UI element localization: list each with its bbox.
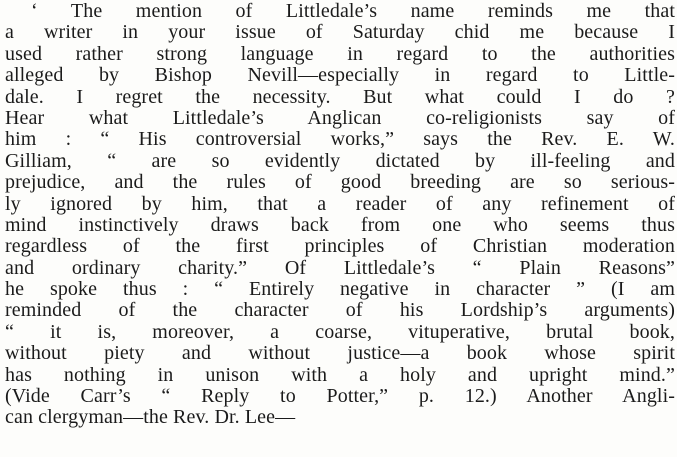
article-line-17: without piety and without justice—a book whose spirit <box>5 342 675 365</box>
article-column <box>5 1 675 429</box>
article-line-20: can clergyman—the Rev. Dr. Lee— <box>5 406 296 429</box>
article-line-14: he spoke thus : “ Entirely negative in character ” (I am <box>5 278 675 301</box>
article-line-11: mind instinctively draws back from one who seems thus <box>5 213 675 236</box>
article-line-18: has nothing in unison with a holy and upright mind.” <box>5 363 675 386</box>
article-line-13: and ordinary charity.” Of Littledale’s “ Plain Reasons” <box>5 256 675 279</box>
article-line-9: prejudice, and the rules of good breeding are so serious- <box>5 171 675 194</box>
article-line-10: ly ignored by him, that a reader of any refinement of <box>5 192 675 215</box>
article-line-5: dale. I regret the necessity. But what could I do ? <box>5 85 675 108</box>
article-line-12: regardless of the first principles of Christian moderation <box>5 235 675 258</box>
article-line-15: reminded of the character of his Lordship’s arguments) <box>5 299 675 322</box>
article-line-8: Gilliam, “ are so evidently dictated by ill-feeling and <box>5 149 675 172</box>
article-line-16: “ it is, moreover, a coarse, vituperative, brutal book, <box>5 320 675 343</box>
article-line-4: alleged by Bishop Nevill—especially in regard to Little- <box>5 64 675 87</box>
article-line-3: used rather strong language in regard to the authorities <box>5 42 675 65</box>
article-line-19: (Vide Carr’s “ Reply to Potter,” p. 12.) Another Angli- <box>5 385 675 408</box>
article-line-2: a writer in your issue of Saturday chid me because I <box>5 21 675 44</box>
article-line-1: ‘ The mention of Littledale’s name reminds me that <box>31 0 675 22</box>
article-line-7: him : “ His controversial works,” says the Rev. E. W. <box>5 128 675 151</box>
article-line-6: Hear what Littledale’s Anglican co-religionists say of <box>5 106 675 129</box>
